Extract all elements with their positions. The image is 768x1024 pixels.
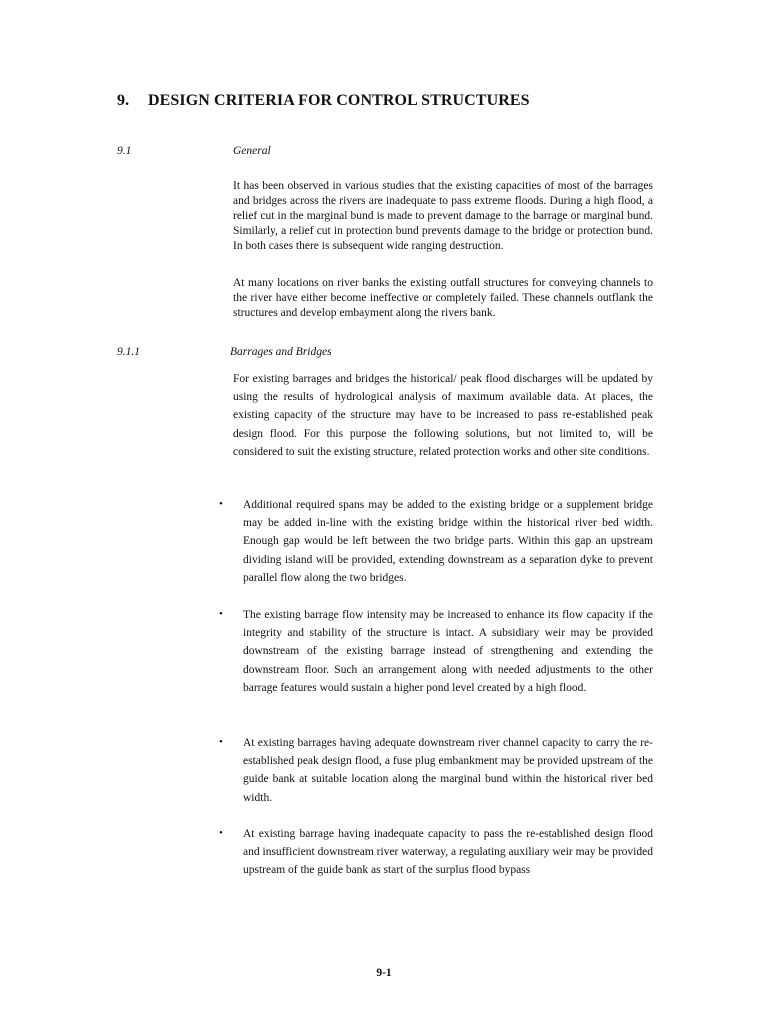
barrages-intro-paragraph: For existing barrages and bridges the historical/ peak flood discharges will be updated by using the results of hydrological analysis of maximum available data. At places, the existing capacity of the structure may have to be increased to pass re-established peak design flood. For this purpose the following solutions, but not limited to, will be considered to suit the existing structure, related protection works and other site conditions. xyxy=(233,373,653,458)
section-number-9-1: 9.1 xyxy=(117,145,132,157)
general-paragraph-2: At many locations on river banks the existing outfall structures for conveying channels to the river have either become ineffective or completely failed. These channels outflank the structures and develop embayment along the rivers bank. xyxy=(233,277,653,319)
bullet-item-2: The existing barrage flow intensity may be increased to enhance its flow capacity if the integrity and stability of the structure is intact. A subsidiary weir may be provided downstream of the existing barrage instead of strengthening and extending the downstream floor. Such an arrangement along with needed adjustments to the other barrage features would sustain a higher pond level created by a high flood. xyxy=(243,609,653,694)
general-paragraph-1: It has been observed in various studies that the existing capacities of most of the barrages and bridges across the rivers are inadequate to pass extreme floods. During a high flood, a relief cut in the marginal bund is made to prevent damage to the barrage or marginal bund. Similarly, a relief cut in protection bund prevents damage to the bridge or protection bund. In both cases there is subsequent wide ranging destruction. xyxy=(233,180,653,252)
section-title-barrages-and-bridges: Barrages and Bridges xyxy=(230,346,332,358)
section-number-9-1-1: 9.1.1 xyxy=(117,346,140,358)
chapter-heading xyxy=(117,92,530,110)
chapter-title: DESIGN CRITERIA FOR CONTROL STRUCTURES xyxy=(148,92,530,109)
bullet-marker: • xyxy=(219,827,223,839)
bullet-item-1: Additional required spans may be added to the existing bridge or a supplement bridge may be added in-line with the existing bridge within the historical river bed width. Enough gap would be left between the two bridge parts. Within this gap an upstream dividing island will be provided, extending downstream as a separation dyke to prevent parallel flow along the two bridges. xyxy=(243,499,653,584)
bullet-marker: • xyxy=(219,608,223,620)
bullet-marker: • xyxy=(219,498,223,510)
chapter-number: 9. xyxy=(117,92,130,109)
section-title-general: General xyxy=(233,145,271,157)
page-number: 9-1 xyxy=(376,967,392,979)
bullet-marker: • xyxy=(219,736,223,748)
bullet-item-4: At existing barrage having inadequate capacity to pass the re-established design flood and insufficient downstream river waterway, a regulating auxiliary weir may be provided upstream of the guide bank as start of the surplus flood bypass xyxy=(243,828,653,877)
bullet-item-3: At existing barrages having adequate downstream river channel capacity to carry the re-established peak design flood, a fuse plug embankment may be provided upstream of the guide bank at suitable location along the marginal bund within the historical river bed width. xyxy=(243,737,653,804)
